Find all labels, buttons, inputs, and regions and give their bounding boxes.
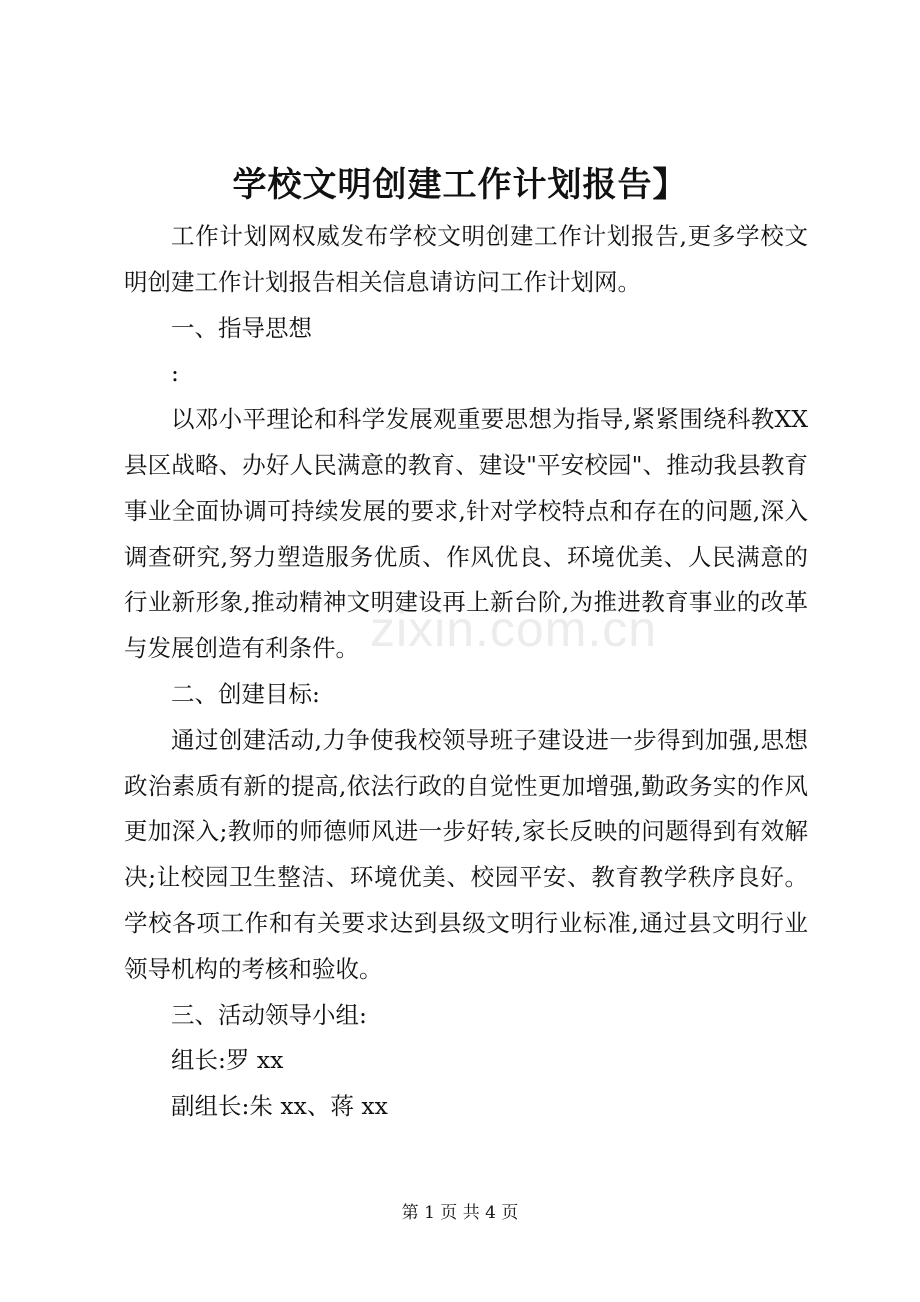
document-body (124, 214, 808, 1130)
page-footer: 第 1 页 共 4 页 (401, 1203, 519, 1223)
goals-paragraph: 通过创建活动,力争使我校领导班子建设进一步得到加强,思想政治素质有新的提高,依法行政的自觉性更加增强,勤政务实的作风更加深入;教师的师德师风进一步好转,家长反映的问题得到有效解决;让校园卫生整洁、环境优美、校园平安、教育教学秩序良好。学校各项工作和有关要求达到县级文明行业标准,通过县文明行业领导机构的考核和验收。 (124, 725, 808, 983)
section-heading-goals: 二、创建目标: (171, 679, 320, 708)
watermark: zixin.com.cn (370, 601, 658, 657)
guiding-thought-paragraph: 以邓小平理论和科学发展观重要思想为指导,紧紧围绕科教XX县区战略、办好人民满意的教育、建设"平安校园"、推动我县教育事业全面协调可持续发展的要求,针对学校特点和存在的问题,深入调查研究,努力塑造服务优质、作风优良、环境优美、人民满意的行业新形象,推动精神文明建设再上新台阶,为推进教育事业的改革与发展创造有利条件。 (124, 405, 808, 663)
section-heading-guiding-thought: 一、指导思想 (171, 313, 312, 342)
group-leader-line: 组长:罗 xx (171, 1046, 284, 1075)
colon-line: : (171, 359, 179, 388)
deputy-leader-line: 副组长:朱 xx、蒋 xx (171, 1092, 388, 1121)
section-heading-leadership-group: 三、活动领导小组: (171, 1000, 367, 1029)
intro-paragraph: 工作计划网权威发布学校文明创建工作计划报告,更多学校文明创建工作计划报告相关信息请访问工作计划网。 (124, 222, 808, 296)
document-title: 学校文明创建工作计划报告】 (232, 165, 688, 205)
